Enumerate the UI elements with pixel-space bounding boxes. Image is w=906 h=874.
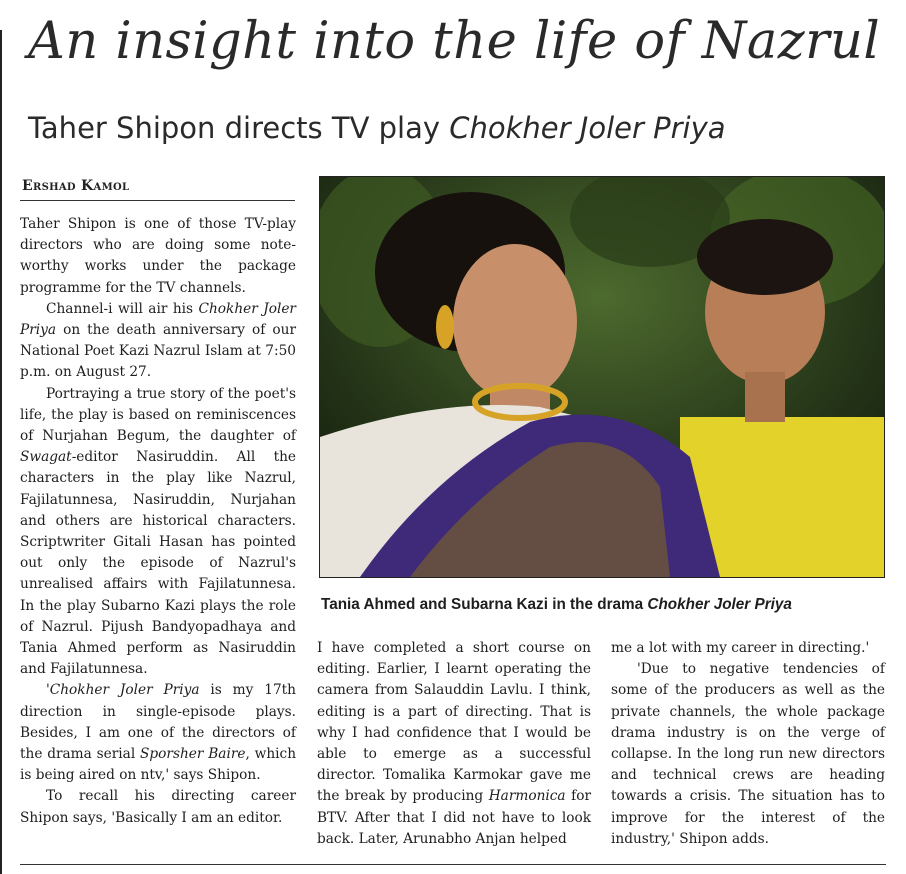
drama-still-photo [319,176,885,578]
photo-illustration [320,177,884,577]
paragraph-6: 'Due to negative tendencies of some of the producers as well as the private channels, the whole package drama industry is on the verge of collapse. In the long run new directors and technical crews are heading towards a crisis. The situation has to improve for the interest of the industry,' Shipon adds. [611,661,885,847]
byline-rule [20,200,295,201]
p4-serial-title: Sporsher Baire [140,746,246,763]
paragraph-5-end: me a lot with my career in directing.' [611,640,870,656]
p4-quote-open: ' [46,682,50,699]
p4-play-title: Chokher Joler Priya [49,682,200,699]
paragraph-1: Taher Shipon is one of those TV-play directors who are doing some note-worthy works under the package programme for the TV channels. [20,216,296,296]
paragraph-4 [20,680,296,786]
p3-text-a: Portraying a true story of the poet's life, the play is based on reminiscences of Nurjahan Begum, the daughter of [20,385,296,445]
paragraph-2 [20,299,296,384]
paragraph-5-start: To recall his directing career Shipon says, 'Basically I am an editor. [20,788,296,826]
p4-text-c: , which is being aired on ntv,' says Shipon. [20,746,297,784]
p3-text-b: -editor Nasiruddin. All the characters in the play like Nazrul, Fajilatunnesa, Nasiruddin, Nurjahan and others are historical characters. Scriptwriter Gitali Hasan has pointed out only the episode of Nazrul's unrealised affairs with Fajilatunnesa. In the play Subarno Kazi plays the role of Nazrul. Pijush Bandyopadhaya and Tania Ahmed perform as Nasiruddin and Fajilatunnesa. [20,449,296,678]
article-column-2 [317,638,591,850]
byline: Ershad Kamol [22,178,130,194]
caption-play-title: Chokher Joler Priya [647,596,792,613]
subheadline [28,108,726,148]
subhead-text: Taher Shipon directs TV play [28,111,450,145]
paragraph-3 [20,384,296,681]
left-column-rule [0,30,2,874]
caption-text: Tania Ahmed and Subarna Kazi in the drama [321,596,648,613]
headline: An insight into the life of Nazrul [28,12,881,71]
photo-caption [321,596,891,614]
p5-play-title: Harmonica [488,788,566,805]
article-column-1 [20,214,296,829]
article-column-3 [611,638,885,850]
p3-magazine-title: Swagat [20,449,72,466]
p2-text-a: Channel-i will air his [46,300,199,317]
p4-text-b: is my 17th direction in single-episode plays. Besides, I am one of the directors of the drama serial [20,682,296,763]
p2-play-title: Chokher Joler Priya [20,300,296,339]
subhead-play-title: Chokher Joler Priya [449,111,726,145]
bottom-rule [20,864,886,865]
paragraph-5-middle: I have completed a short course on editing. Earlier, I learnt operating the camera from Salauddin Lavlu. I think, editing is a part of directing. That is why I had confidence that I would be able to emerge as a successful director. Tomalika Karmokar gave me the break by producing Harmonica for BTV. After that I did not have to look back. Later, Arunabho Anjan helped [317,640,592,847]
p2-text-b: on the death anniversary of our National Poet Kazi Nazrul Islam at 7:50 p.m. on August 27. [20,322,296,381]
